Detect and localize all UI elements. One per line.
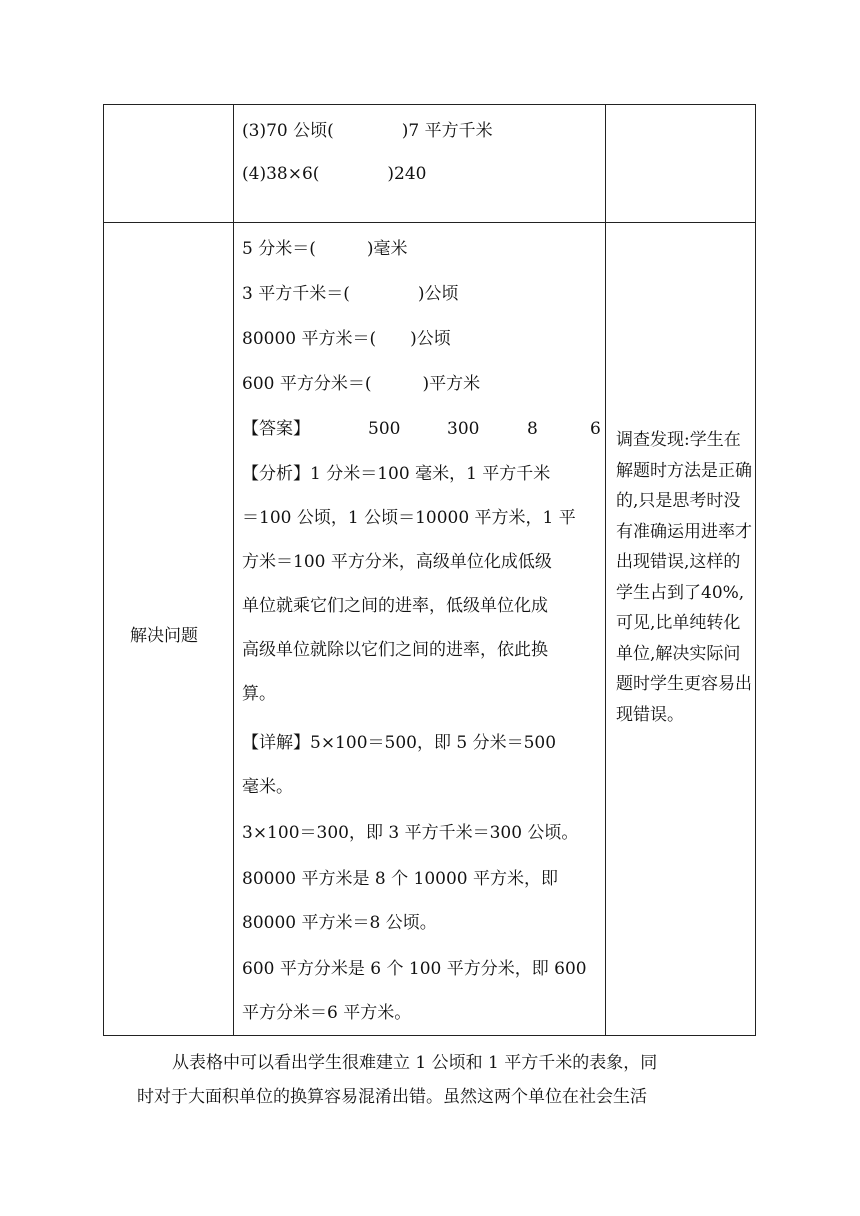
answer-value: 500 bbox=[368, 419, 401, 439]
analysis-line: ＝100 公顷，1 公顷＝10000 平方米，1 平 bbox=[242, 508, 576, 528]
body-paragraph-line: 从表格中可以看出学生很难建立 1 公顷和 1 平方千米的表象，同 bbox=[172, 1053, 658, 1073]
question-line: 600 平方分米＝( )平方米 bbox=[242, 374, 481, 394]
question-line: 80000 平方米＝( )公顷 bbox=[242, 329, 451, 349]
question-line: 3 平方千米＝( )公顷 bbox=[242, 284, 459, 304]
body-paragraph-line: 时对于大面积单位的换算容易混淆出错。虽然这两个单位在社会生活 bbox=[137, 1087, 647, 1107]
detail-line: 600 平方分米是 6 个 100 平方分米，即 600 bbox=[242, 959, 587, 979]
survey-finding-note: 调查发现:学生在解题时方法是正确的,只是思考时没有准确运用进率才出现错误,这样的学生占到了40%,可见,比单纯转化单位,解决实际问题时学生更容易出现错误。 bbox=[616, 430, 752, 725]
question-line: 5 分米＝( )毫米 bbox=[242, 239, 408, 259]
column-divider bbox=[605, 105, 606, 1035]
detail-line: 【详解】5×100＝500，即 5 分米＝500 bbox=[242, 733, 557, 753]
analysis-line: 高级单位就除以它们之间的进率，依此换 bbox=[242, 640, 548, 660]
top-row-line: (3)70 公顷( )7 平方千米 bbox=[242, 121, 493, 141]
analysis-line: 【分析】1 分米＝100 毫米，1 平方千米 bbox=[242, 464, 551, 484]
detail-line: 80000 平方米是 8 个 10000 平方米，即 bbox=[242, 869, 558, 889]
detail-line: 3×100＝300，即 3 平方千米＝300 公顷。 bbox=[242, 823, 579, 843]
detail-line: 毫米。 bbox=[242, 777, 293, 797]
top-row-line: (4)38×6( )240 bbox=[242, 164, 427, 184]
detail-line: 80000 平方米＝8 公顷。 bbox=[242, 913, 437, 933]
answer-tag: 【答案】 bbox=[242, 419, 310, 439]
analysis-line: 单位就乘它们之间的进率，低级单位化成 bbox=[242, 596, 548, 616]
results-table bbox=[103, 104, 756, 1036]
answer-value: 6 bbox=[590, 419, 601, 439]
analysis-line: 算。 bbox=[242, 684, 276, 704]
row-divider bbox=[104, 222, 755, 223]
detail-line: 平方分米＝6 平方米。 bbox=[242, 1003, 412, 1023]
column-divider bbox=[233, 105, 234, 1035]
answer-value: 8 bbox=[527, 419, 538, 439]
analysis-line: 方米＝100 平方分米，高级单位化成低级 bbox=[242, 552, 552, 572]
row-label: 解决问题 bbox=[130, 626, 198, 646]
answer-value: 300 bbox=[447, 419, 480, 439]
